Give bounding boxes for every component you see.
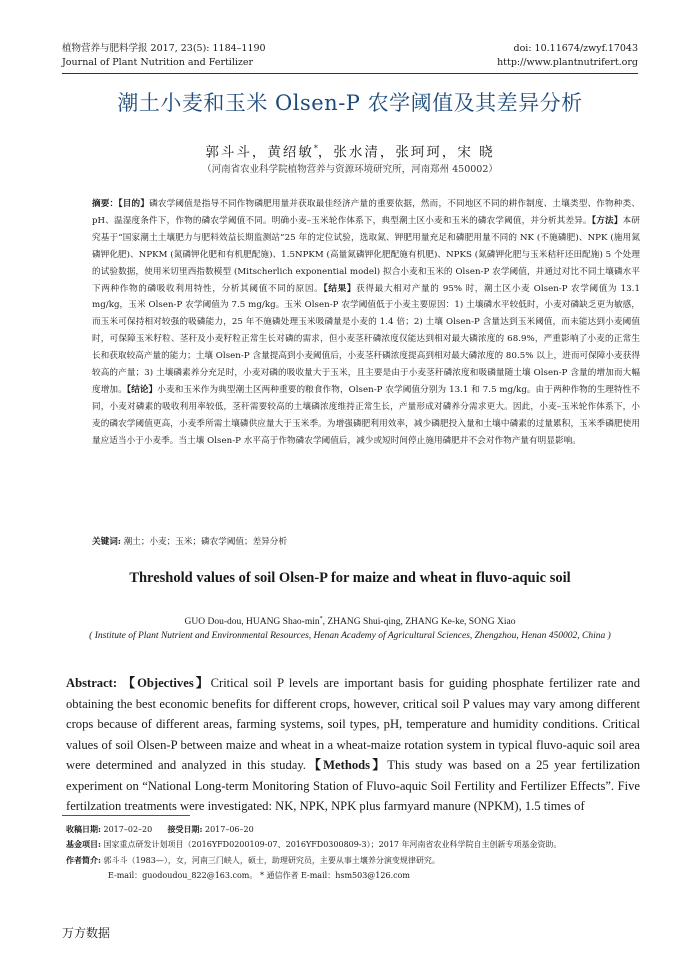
footnotes (66, 822, 650, 883)
paper-title-cn: 潮土小麦和玉米 Olsen-P 农学阈值及其差异分析 (117, 91, 583, 115)
paper-title-en: Threshold values of soil Olsen-P for maize and wheat in fluvo-aquic soil (129, 570, 571, 586)
fund-label: 基金项目: (66, 839, 101, 850)
methods-text-cn: 本研究基于“国家潮土土壤肥力与肥料效益长期监测站”25 年的定位试验，选取氮、钾肥用量充足和磷肥用量不同的 NK (不施磷肥)、NPK (施用氮磷钾化肥)、NPKM (氮磷钾化肥和有机肥配施)、1.5NPKM (高量氮磷钾化肥配施有机肥)、NPKS (氮磷钾化肥与玉米秸秆还田配施) 5 个处理的试验数据，使用米切里西指数模型 (Mitscherlich exponential model) 拟合小麦和玉米的 Olsen-P 农学阈值，并通过对比不同土壤磷水平下两种作物的磷吸收利用特性，分析其阈值不同的原因。 (92, 215, 640, 294)
abstract-en-label: Abstract: (66, 676, 118, 690)
dates-line (66, 822, 650, 837)
corresponding-mark-en: * (319, 616, 323, 622)
conclusions-text-cn: 小麦和玉米作为典型潮土区两种重要的粮食作物，Olsen-P 农学阈值分别为 13.1 和 7.5 mg/kg。由于两种作物的生理特性不同，小麦对磷素的吸收利用率较低，茎秆需要较高的土壤磷浓度维持正常生长，产量形成对磷养分需求更大。因此，小麦–玉米轮作体系下，小麦的磷农学阈值更高，小麦季所需土壤磷供应量大于玉米季。为增强磷肥利用效率，减少磷肥投入量和土壤中磷素的过量累积，玉米季磷肥使用量应适当小于小麦季。当土壤 Olsen-P 水平高于作物磷农学阈值后，减少或短时间停止施用磷肥并不会对作物产量有明显影响。 (92, 384, 641, 446)
header-divider (62, 73, 638, 74)
authors-cn-part-1: 郭斗斗，黄绍敏 (205, 144, 314, 161)
footnote-divider (62, 815, 190, 816)
abstract-cn (92, 196, 640, 450)
results-text-cn: 获得最大相对产量的 95% 时，潮土区小麦 Olsen-P 农学阈值为 13.1 mg/kg，玉米 Olsen-P 农学阈值为 7.5 mg/kg。玉米 Olsen-P 农学阈值低于小麦主要原因：1) 土壤磷水平较低时，小麦对磷缺乏更为敏感，而玉米可保持相对较强的吸磷能力，25 年不施磷处理玉米吸磷量是小麦的 1.4 倍；2) 土壤 Olsen-P 含量达到玉米阈值，而未能达到小麦阈值时，可保障玉米籽粒、茎秆及小麦籽粒正常生长对磷的需求，但小麦茎秆磷浓度仅能达到相对最大磷浓度的 68.9%，严重影响了小麦的正常生长和获取较高产量的能力；土壤 Olsen-P 含量提高到小麦阈值后，小麦茎秆磷浓度提高到相对最大磷浓度的 80.5% 以上，进而可保障小麦获得较高的产量；3) 土壤磷素养分充足时，小麦对磷的吸收量大于玉米，且主要是由于小麦茎秆磷浓度和吸磷量随土壤 Olsen-P 含量的增加而大幅度增加。 (92, 283, 640, 395)
methods-heading-en: 【Methods】 (305, 758, 388, 772)
objectives-text-en: Critical soil P levels are important basis for guiding phosphate fertilizer rate and obtaining the best economic benefits for different crops, however, critical soil P values may vary among different crops because of different areas, farming systems, soil types, pH, temperature and humidity conditions. Critical values of soil Olsen-P between maize and wheat in a wheat-maize rotation system in typical fluvo-aquic soil area were determined and analyzed in this studay. (66, 676, 640, 772)
fund-text: 国家重点研发计划项目（2016YFD0200109-07、2016YFD0300809-3）；2017 年河南省农业科学院自主创新专项基金资助。 (100, 840, 562, 850)
conclusions-heading-cn: 【结论】 (126, 384, 158, 395)
accepted-label: 接受日期: (167, 824, 203, 834)
keywords-label-cn: 关键词: (92, 537, 121, 547)
abstract-cn-label: 摘要： (92, 199, 119, 209)
objectives-heading-en: 【Objectives】 (122, 676, 211, 690)
results-heading-cn: 【结果】 (323, 283, 357, 294)
author-bio-text: 郭斗斗（1983—），女，河南三门峡人，硕士，助理研究员，主要从事土壤养分演变规律研究。 (100, 855, 440, 865)
keywords-text-cn: 潮土；小麦；玉米；磷农学阈值；差异分析 (120, 537, 287, 547)
accepted-date: 2017–06–20 (202, 825, 254, 834)
objectives-text-cn: 磷农学阈值是指导不同作物磷肥用量并获取最佳经济产量的重要依据，然而，不同地区不同的耕作制度、土壤类型、作物种类、pH、温湿度条件下，作物的磷农学阈值不同。明确小麦–玉米轮作体系下，典型潮土区小麦和玉米的磷农学阈值，并分析其差异。 (92, 199, 640, 226)
keywords-cn (92, 535, 640, 549)
author-list-cn (62, 140, 638, 162)
email-line[interactable]: E-mail：guodoudou_822@163.com。 * 通信作者 E-mail：hsm503@126.com (108, 870, 410, 880)
author-bio-label: 作者简介: (66, 854, 101, 865)
author-list-en (62, 612, 638, 629)
journal-url-link[interactable]: http://www.plantnutrifert.org (497, 57, 638, 68)
authors-en-part-1: GUO Dou-dou, HUANG Shao-min (184, 617, 320, 628)
journal-header (62, 42, 638, 70)
affiliation-cn: （河南省农业科学院植物营养与资源环境研究所，河南郑州 450002） (202, 164, 498, 175)
received-label: 收稿日期: (66, 824, 101, 834)
doi-text[interactable]: doi: 10.11674/zwyf.17043 (513, 43, 638, 54)
corresponding-mark: * (313, 144, 318, 153)
journal-name-en: Journal of Plant Nutrition and Fertilizer (62, 57, 254, 68)
authors-en-part-2: , ZHANG Shui-qing, ZHANG Ke-ke, SONG Xiao (322, 617, 516, 628)
fund-line (66, 837, 650, 852)
received-date: 2017–02–20 (100, 825, 153, 834)
affiliation-en: ( Institute of Plant Nutrient and Environmental Resources, Henan Academy of Agricultural Sciences, Zhengzhou, Henan 450002, China ) (89, 631, 611, 641)
abstract-en (66, 673, 640, 817)
objectives-heading-cn: 【目的】 (118, 199, 150, 209)
authors-cn-part-2: ，张水清，张珂珂，宋 晓 (317, 144, 495, 161)
journal-name-cn: 植物营养与肥料学报 2017, 23(5): 1184–1190 (62, 43, 266, 54)
wanfang-watermark: 万方数据 (62, 926, 111, 940)
methods-heading-cn: 【方法】 (591, 215, 623, 226)
author-bio-line (66, 853, 650, 868)
methods-text-en: This study was based on a 25 year fertilization experiment on “National Long-term Monitoring Station of Fluvo-aquic Soil Fertility and Fertilizer Effects”. Five fertilzation treatments were investigated: NK, NPK, NPK plus farmyard manure (NPKM), 1.5 times of (66, 758, 640, 813)
